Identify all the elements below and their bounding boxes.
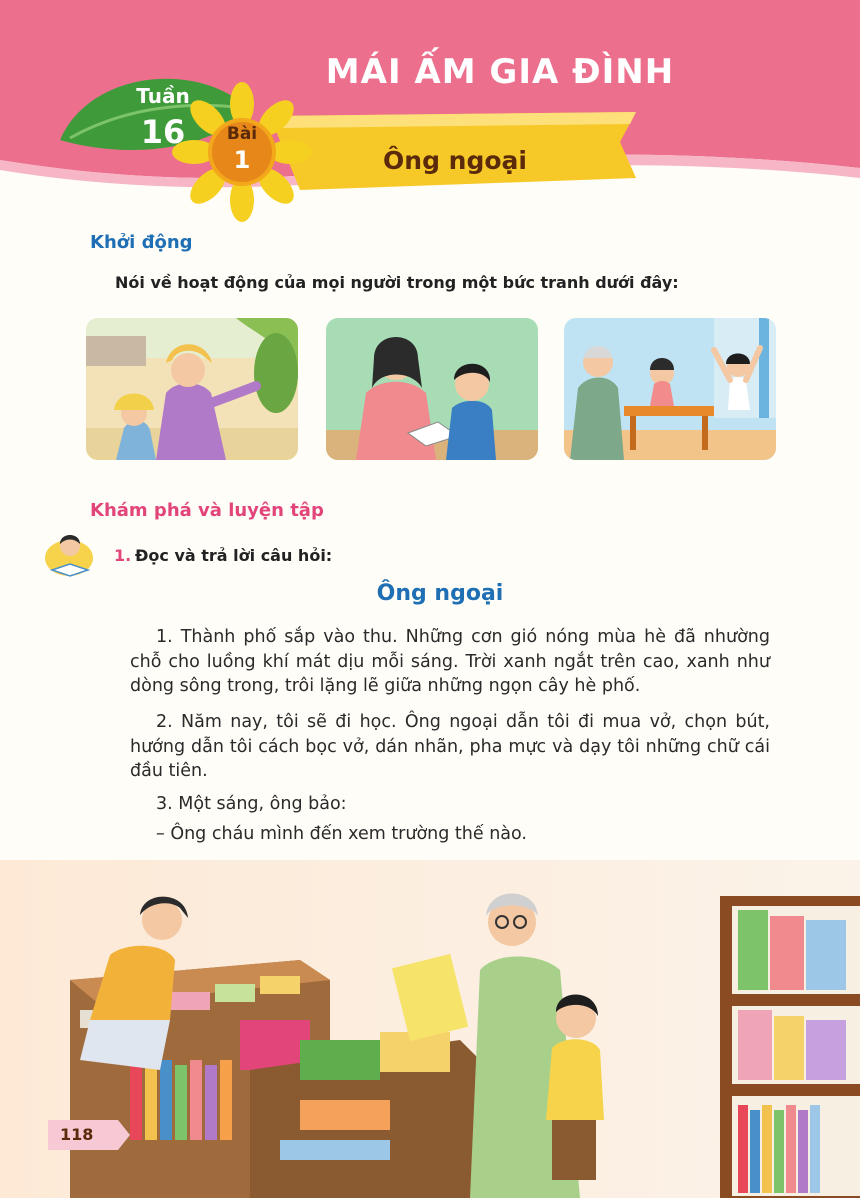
page-number: 118 [60,1125,94,1144]
story-paragraph: 3. Một sáng, ông bảo: [156,794,347,814]
story-title: Ông ngoại [376,581,504,606]
lesson-label: Bài [226,124,258,144]
lesson-header [0,0,860,230]
warmup-picture-family-table [564,318,776,460]
story-paragraph: 2. Năm nay, tôi sẽ đi học. Ông ngoại dẫn tôi đi mua vở, chọn bút, hướng dẫn tôi cách bọc vở, dán nhãn, pha mực và dạy tôi những chữ cái đầu tiên. [130,712,770,781]
lesson-title: Ông ngoại [383,146,527,175]
week-number: 16 [140,113,186,151]
warmup-picture-grandmother [86,318,298,460]
unit-title: MÁI ẤM GIA ĐÌNH [325,52,675,92]
reading-child-icon [44,530,94,578]
warmup-heading: Khởi động [90,232,193,253]
story-dialogue-line: – Ông cháu mình đến xem trường thế nào. [156,824,527,844]
warmup-instruction: Nói về hoạt động của mọi người trong một bức tranh dưới đây: [115,273,679,292]
question-number: 1. [114,546,132,565]
lesson-number: 1 [233,146,251,174]
warmup-picture-mother-reading [326,318,538,460]
story-paragraph: 1. Thành phố sắp vào thu. Những cơn gió nóng mùa hè đã nhường chỗ cho luồng khí mát dịu mỗi sáng. Trời xanh ngắt trên cao, xanh như dòng sông trong, trôi lặng lẽ giữa những ngọn cây hè phố. [130,627,770,696]
week-label: Tuần [136,84,190,108]
explore-heading: Khám phá và luyện tập [90,500,324,521]
question-text: Đọc và trả lời câu hỏi: [135,546,333,565]
